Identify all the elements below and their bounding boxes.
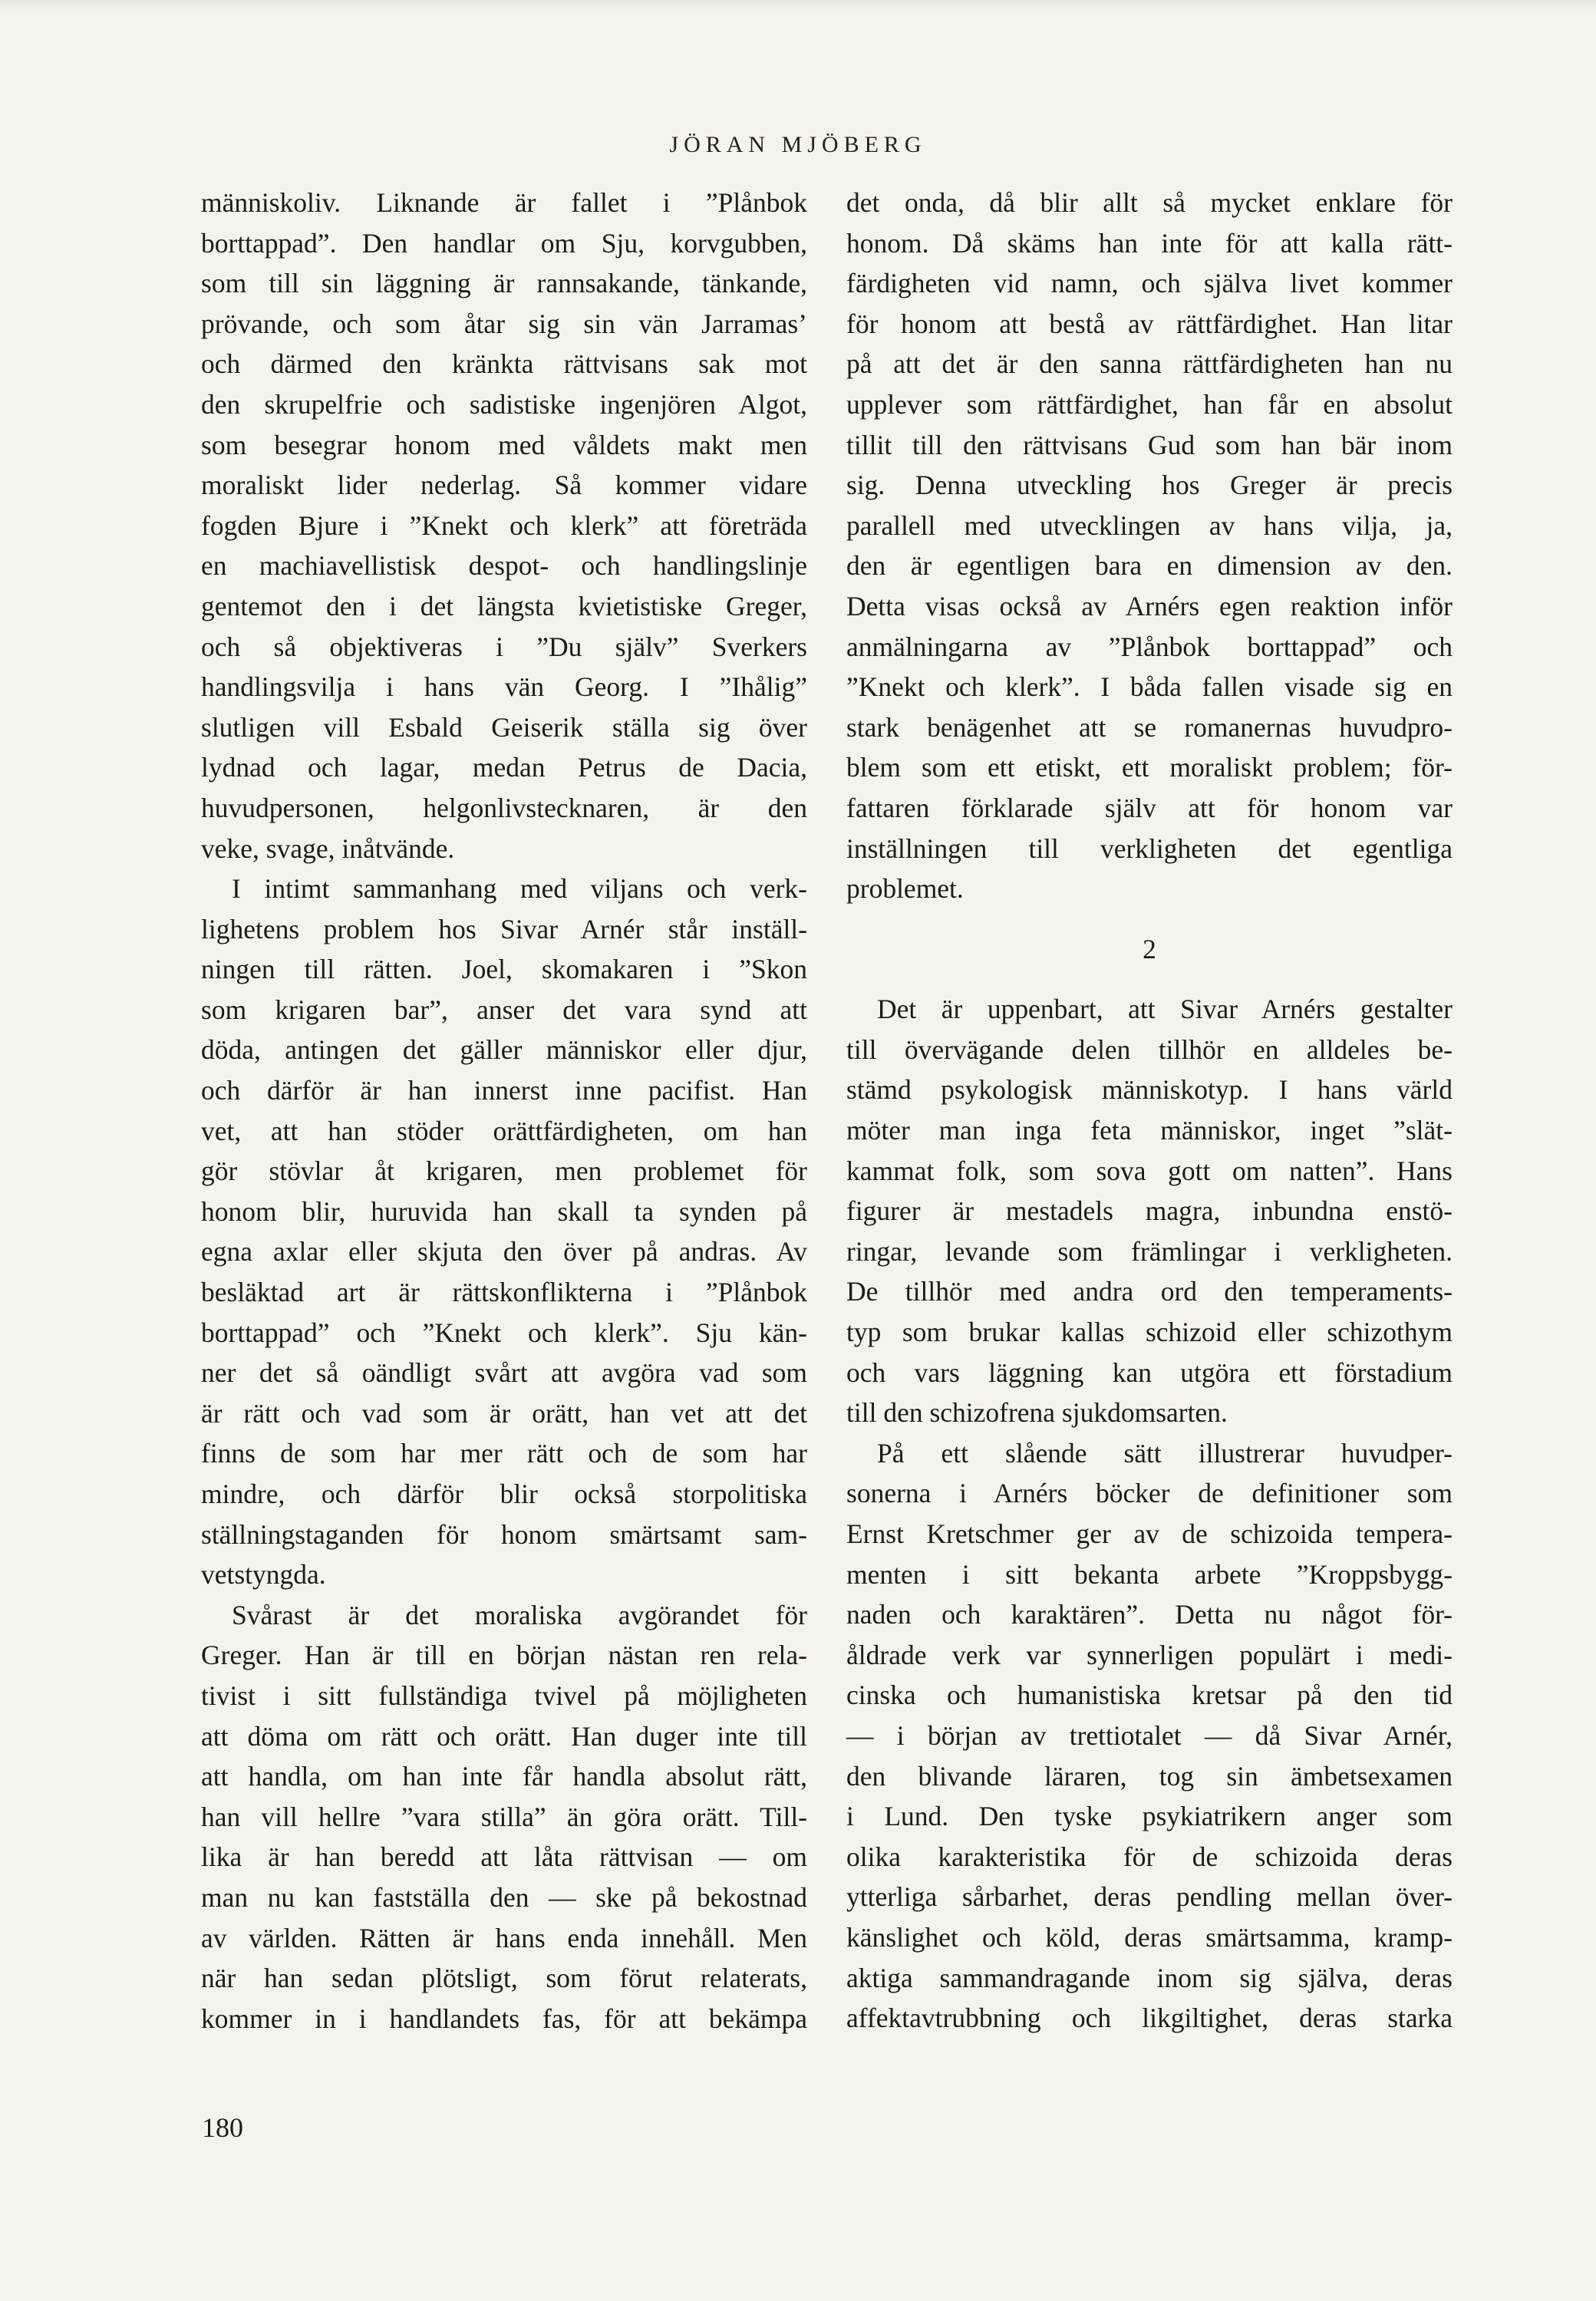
text-line: egna axlar eller skjuta den över på andras. Av	[201, 1236, 807, 1268]
text-line: till övervägande delen tillhör en alldeles be-	[846, 1033, 1453, 1065]
text-line: slutligen vill Esbald Geiserik ställa sig över	[201, 711, 807, 743]
text-line: De tillhör med andra ord den temperaments-	[846, 1276, 1453, 1307]
text-line: är rätt och vad som är orätt, han vet att det	[201, 1397, 807, 1429]
text-line: det onda, då blir allt så mycket enklare för	[846, 187, 1453, 218]
text-line: aktiga sammandragande inom sig själva, deras	[846, 1962, 1453, 1993]
text-line: lika är han beredd att låta rättvisan — om	[201, 1841, 807, 1873]
text-line: döda, antingen det gäller människor eller djur,	[201, 1034, 807, 1066]
text-line: På ett slående sätt illustrerar huvudper-	[877, 1437, 1453, 1469]
text-line: menten i sitt bekanta arbete ”Kroppsbygg-	[846, 1558, 1453, 1590]
text-line: blem som ett etiskt, ett moraliskt problem; för-	[846, 752, 1453, 783]
right-column	[846, 183, 1453, 2039]
text-line: parallell med utvecklingen av hans vilja, ja,	[846, 509, 1453, 541]
text-line: borttappad”. Den handlar om Sju, korvgubben,	[201, 227, 807, 259]
text-line: kommer in i handlandets fas, för att bekämpa	[201, 2003, 807, 2034]
text-line: tivist i sitt fullständiga tvivel på möjligheten	[201, 1680, 807, 1711]
text-line: och så objektiveras i ”Du själv” Sverkers	[201, 631, 807, 662]
text-line: som krigaren bar”, anser det vara synd att	[201, 994, 807, 1025]
text-line: Det är uppenbart, att Sivar Arnérs gestalter	[877, 994, 1453, 1025]
text-line: och vars läggning kan utgöra ett förstadium	[846, 1357, 1453, 1388]
text-line: för honom att bestå av rättfärdighet. Han litar	[846, 308, 1453, 339]
text-line: sonerna i Arnérs böcker de definitioner som	[846, 1478, 1453, 1509]
text-line: den skrupelfrie och sadistiske ingenjören Algot,	[201, 388, 807, 420]
text-line: att handla, om han inte får handla absolut rätt,	[201, 1761, 807, 1792]
text-line: Svårast är det moraliska avgörandet för	[232, 1599, 807, 1630]
text-line: kammat folk, som sova gott om natten”. Hans	[846, 1155, 1453, 1186]
text-line: cinska och humanistiska kretsar på den tid	[846, 1680, 1453, 1711]
text-line: åldrade verk var synnerligen populärt i medi-	[846, 1639, 1453, 1670]
text-line: känslighet och köld, deras smärtsamma, kramp-	[846, 1921, 1453, 1953]
text-line: människoliv. Liknande är fallet i ”Plånbok	[201, 187, 807, 218]
text-line: stämd psykologisk människotyp. I hans värld	[846, 1074, 1453, 1106]
text-line: av världen. Rätten är hans enda innehåll. Men	[201, 1922, 807, 1953]
text-line: typ som brukar kallas schizoid eller schizothym	[846, 1317, 1453, 1348]
text-line: anmälningarna av ”Plånbok borttappad” och	[846, 631, 1453, 662]
text-line: ningen till rätten. Joel, skomakaren i ”Skon	[201, 954, 807, 985]
text-line: Ernst Kretschmer ger av de schizoida tempera-	[846, 1518, 1453, 1549]
text-line: mindre, och därför blir också storpolitiska	[201, 1479, 807, 1509]
text-line: som besegrar honom med våldets makt men	[201, 429, 807, 460]
text-line: gentemot den i det längsta kvietistiske Greger,	[201, 590, 807, 621]
text-line: affektavtrubbning och likgiltighet, deras starka	[846, 2003, 1453, 2034]
running-head: JÖRAN MJÖBERG	[669, 132, 927, 157]
right-column-upper-text	[846, 183, 1453, 909]
text-line: inställningen till verkligheten det egentliga	[846, 832, 1453, 864]
text-line: handlingsvilja i hans vän Georg. I ”Ihålig”	[201, 671, 807, 703]
text-line: ringar, levande som främlingar i verkligheten.	[846, 1235, 1453, 1267]
text-line: han vill hellre ”vara stilla” än göra orätt. Till-	[201, 1801, 807, 1832]
text-line: den blivande läraren, tog sin ämbetsexamen	[846, 1760, 1453, 1792]
text-line: som till sin läggning är rannsakande, tänkande,	[201, 268, 807, 299]
text-line: olika karakteristika för de schizoida deras	[846, 1841, 1453, 1872]
left-column	[201, 183, 807, 2039]
text-line: upplever som rättfärdighet, han får en absolut	[846, 388, 1453, 420]
text-line: besläktad art är rättskonflikterna i ”Plånbok	[201, 1277, 807, 1308]
text-line: honom. Då skäms han inte för att kalla rätt-	[846, 227, 1453, 259]
text-line: problemet.	[846, 873, 964, 905]
page-number: 180	[202, 2112, 243, 2143]
right-column-lower-text	[846, 989, 1453, 2038]
text-line: lydnad och lagar, medan Petrus de Dacia,	[201, 752, 807, 783]
page-top-edge	[0, 0, 1596, 11]
text-line: möter man inga feta människor, inget ”slät-	[846, 1115, 1453, 1146]
text-line: figurer är mestadels magra, inbundna enstö-	[846, 1195, 1453, 1227]
text-line: en machiavellistisk despot- och handlingslinje	[201, 550, 807, 582]
text-line: prövande, och som åtar sig sin vän Jarramas’	[201, 308, 807, 339]
text-line: stark benägenhet att se romanernas huvudpro-	[846, 711, 1453, 743]
text-line: tillit till den rättvisans Gud som han bär inom	[846, 429, 1453, 460]
text-line: moraliskt lider nederlag. Så kommer vidare	[201, 470, 807, 501]
text-line: sig. Denna utveckling hos Greger är precis	[846, 470, 1453, 501]
text-line: ställningstaganden för honom smärtsamt sam-	[201, 1518, 807, 1550]
text-line: vetstyngda.	[201, 1559, 326, 1591]
text-line: färdigheten vid namn, och själva livet kommer	[846, 268, 1453, 299]
text-line: man nu kan fastställa den — ske på bekostnad	[201, 1881, 807, 1913]
text-line: att döma om rätt och orätt. Han duger inte till	[201, 1720, 807, 1752]
text-line: ytterliga sårbarhet, deras pendling mellan över-	[846, 1881, 1453, 1913]
text-line: veke, svage, inåtvände.	[201, 832, 455, 864]
text-line: honom blir, huruvida han skall ta synden på	[201, 1195, 807, 1227]
text-line: och därmed den kränkta rättvisans sak mot	[201, 348, 807, 380]
text-line: gör stövlar åt krigaren, men problemet för	[201, 1155, 807, 1187]
text-line: ”Knekt och klerk”. I båda fallen visade sig en	[846, 671, 1453, 703]
text-line: till den schizofrena sjukdomsarten.	[846, 1397, 1228, 1429]
text-line: lighetens problem hos Sivar Arnér står inställ-	[201, 913, 807, 944]
section-number: 2	[1143, 933, 1156, 964]
text-line: fogden Bjure i ”Knekt och klerk” att företräda	[201, 509, 807, 541]
text-line: — i början av trettiotalet — då Sivar Arnér,	[846, 1719, 1453, 1751]
text-line: naden och karaktären”. Detta nu något för-	[846, 1599, 1453, 1630]
text-line: på att det är den sanna rättfärdigheten han nu	[846, 348, 1453, 380]
text-line: Greger. Han är till en början nästan ren rela-	[201, 1640, 807, 1671]
text-line: och därför är han innerst inne pacifist. Han	[201, 1075, 807, 1106]
text-line: I intimt sammanhang med viljans och verk-	[232, 873, 807, 905]
text-line: när han sedan plötsligt, som förut relaterats,	[201, 1963, 807, 1994]
text-line: vet, att han stöder orättfärdigheten, om han	[201, 1115, 807, 1146]
text-line: den är egentligen bara en dimension av den.	[846, 550, 1453, 582]
text-line: ner det så oändligt svårt att avgöra vad som	[201, 1357, 807, 1389]
text-line: i Lund. Den tyske psykiatrikern anger som	[846, 1801, 1453, 1832]
text-line: fattaren förklarade själv att för honom var	[846, 792, 1453, 823]
text-line: huvudpersonen, helgonlivstecknaren, är den	[201, 792, 807, 823]
text-line: Detta visas också av Arnérs egen reaktion inför	[846, 590, 1453, 621]
text-line: borttappad” och ”Knekt och klerk”. Sju kän-	[201, 1317, 807, 1348]
text-line: finns de som har mer rätt och de som har	[201, 1438, 807, 1469]
